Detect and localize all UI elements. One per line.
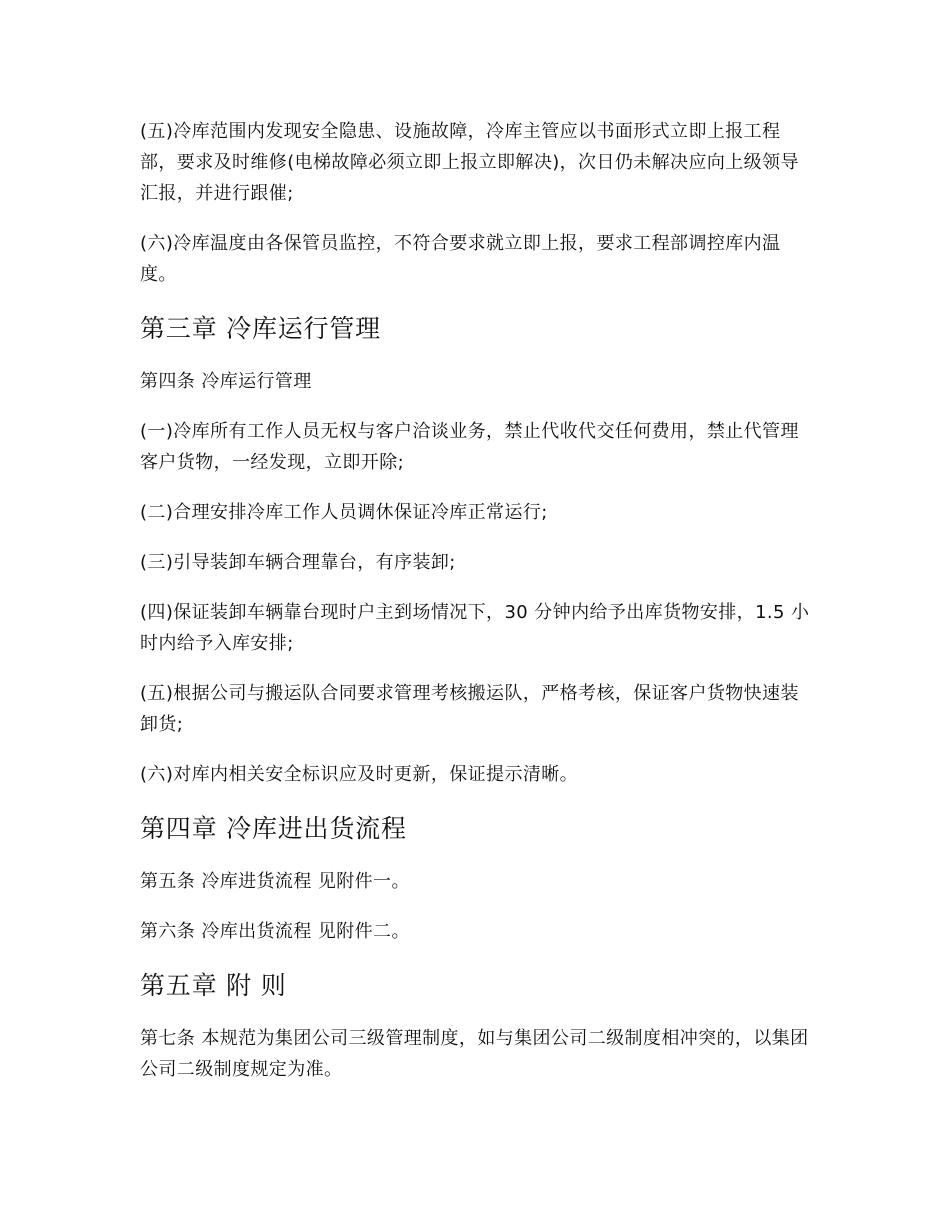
- chapter-4-heading: 第四章 冷库进出货流程: [140, 814, 407, 843]
- paragraph-porter-management: (五)根据公司与搬运队合同要求管理考核搬运队，严格考核，保证客户货物快速装卸货;: [140, 683, 799, 735]
- document-page: [140, 116, 812, 1104]
- article-7-supplementary: 第七条 本规范为集团公司三级管理制度，如与集团公司二级制度相冲突的，以集团公司二级制度规定为准。: [140, 1028, 809, 1080]
- article-5-inbound: 第五条 冷库进货流程 见附件一。: [140, 871, 410, 892]
- paragraph-safety-signs: (六)对库内相关安全标识应及时更新，保证提示清晰。: [140, 764, 579, 785]
- paragraph-vehicle-docking: (三)引导装卸车辆合理靠台，有序装卸;: [140, 552, 456, 573]
- paragraph-no-business-dealing: (一)冷库所有工作人员无权与客户洽谈业务，禁止代收代交任何费用，禁止代管理客户货物，一经发现，立即开除;: [140, 421, 799, 473]
- paragraph-temperature-monitor: (六)冷库温度由各保管员监控，不符合要求就立即上报，要求工程部调控库内温度。: [140, 233, 781, 285]
- paragraph-fire-hazard-report: (五)冷库范围内发现安全隐患、设施故障，冷库主管应以书面形式立即上报工程部，要求及时维修(电梯故障必须立即上报立即解决)，次日仍未解决应向上级领导汇报，并进行跟催;: [140, 121, 799, 204]
- chapter-3-heading: 第三章 冷库运行管理: [140, 314, 381, 343]
- paragraph-staff-schedule: (二)合理安排冷库工作人员调休保证冷库正常运行;: [140, 502, 548, 523]
- article-6-outbound: 第六条 冷库出货流程 见附件二。: [140, 921, 410, 942]
- chapter-5-heading: 第五章 附 则: [140, 971, 287, 1000]
- paragraph-loading-time: (四)保证装卸车辆靠台现时户主到场情况下，30 分钟内给予出库货物安排，1.5 小时内给予入库安排;: [140, 602, 810, 654]
- article-4-title: 第四条 冷库运行管理: [140, 371, 312, 392]
